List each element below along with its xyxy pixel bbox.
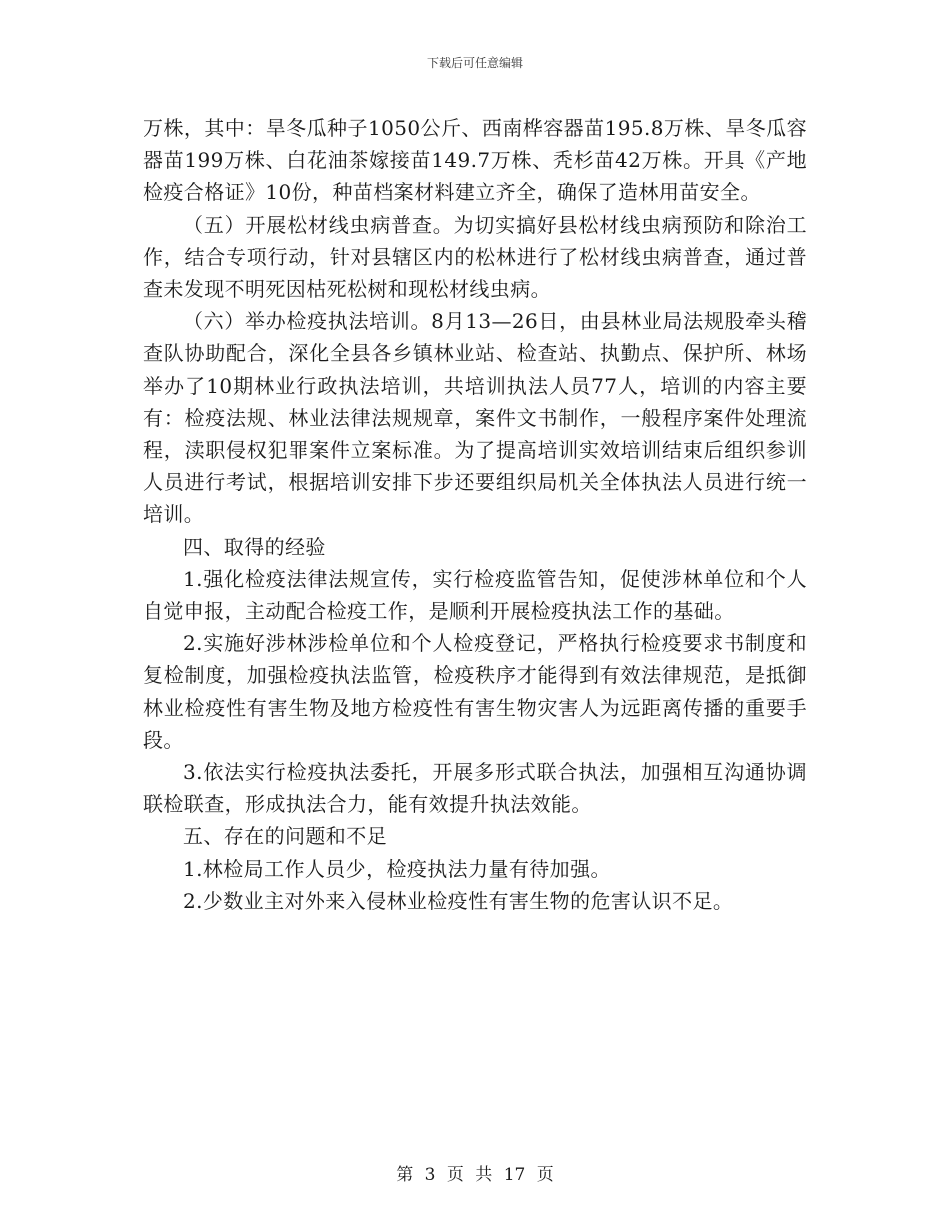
- page-header-note: 下载后可任意编辑: [426, 56, 523, 70]
- problem-item-2: 2.少数业主对外来入侵林业检疫性有害生物的危害认识不足。: [183, 888, 734, 913]
- document-body: [143, 112, 807, 917]
- paragraph-seedling-stats: 万株，其中：旱冬瓜种子1050公斤、西南桦容器苗195.8万株、旱冬瓜容器苗199万株、白花油茶嫁接苗149.7万株、秃杉苗42万株。开具《产地检疫合格证》10份，种苗档案材料建立齐全，确保了造林用苗安全。: [143, 116, 807, 205]
- paragraph-enforcement-training: （六）举办检疫执法培训。8月13—26日，由县林业局法规股牵头稽查队协助配合，深化全县各乡镇林业站、检查站、执勤点、保护所、林场举办了10期林业行政执法培训，共培训执法人员77人，培训的内容主要有：检疫法规、林业法律法规规章，案件文书制作，一般程序案件处理流程，渎职侵权犯罪案件立案标准。为了提高培训实效培训结束后组织参训人员进行考试，根据培训安排下步还要组织局机关全体执法人员进行统一培训。: [143, 309, 807, 527]
- problem-item-1: 1.林检局工作人员少，检疫执法力量有待加强。: [183, 856, 611, 881]
- section-heading-problems: 五、存在的问题和不足: [183, 824, 387, 849]
- experience-item-1: 1.强化检疫法律法规宣传，实行检疫监管告知，促使涉林单位和个人自觉申报，主动配合检疫工作，是顺利开展检疫执法工作的基础。: [143, 566, 807, 624]
- paragraph-pine-wilt-survey: （五）开展松材线虫病普查。为切实搞好县松材线虫病预防和除治工作，结合专项行动，针对县辖区内的松林进行了松材线虫病普查，通过普查未发现不明死因枯死松树和现松材线虫病。: [143, 212, 807, 302]
- experience-item-3: 3.依法实行检疫执法委托，开展多形式联合执法，加强相互沟通协调联检联查，形成执法合力，能有效提升执法效能。: [143, 760, 807, 817]
- section-heading-experience: 四、取得的经验: [183, 534, 326, 559]
- experience-item-2: 2.实施好涉林涉检单位和个人检疫登记，严格执行检疫要求书制度和复检制度，加强检疫执法监管，检疫秩序才能得到有效法律规范，是抵御林业检疫性有害生物及地方检疫性有害生物灾害人为远距离传播的重要手段。: [143, 631, 807, 752]
- page-number-footer: 第 3 页 共 17 页: [396, 1165, 554, 1185]
